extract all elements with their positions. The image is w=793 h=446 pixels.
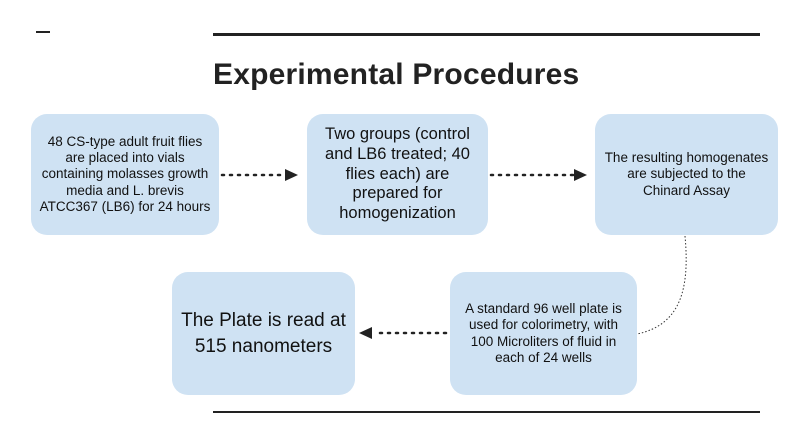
step-4-text: A standard 96 well plate is used for colorimetry, with 100 Microliters of fluid in each of 24 wells	[465, 301, 622, 365]
page-title: Experimental Procedures	[213, 58, 580, 91]
arrow-step1-to-step2	[222, 169, 298, 181]
connector-step3-to-step4	[637, 236, 686, 334]
arrowhead-icon	[574, 169, 587, 181]
arrow-step4-to-step5	[359, 327, 446, 339]
bottom-divider	[213, 411, 760, 413]
step-3-text: The resulting homogenates are subjected to the Chinard Assay	[604, 150, 769, 198]
arrowhead-icon	[285, 169, 298, 181]
step-2-text: Two groups (control and LB6 treated; 40 flies each) are prepared for homogenization	[325, 125, 470, 223]
arrow-step2-to-step3	[491, 169, 587, 181]
step-1-text: 48 CS-type adult fruit flies are placed into vials containing molasses growth media and L. brevis ATCC367 (LB6) for 24 hours	[39, 134, 211, 214]
step-5-text: The Plate is read at 515 nanometers	[181, 309, 346, 357]
arrowhead-icon	[359, 327, 372, 339]
